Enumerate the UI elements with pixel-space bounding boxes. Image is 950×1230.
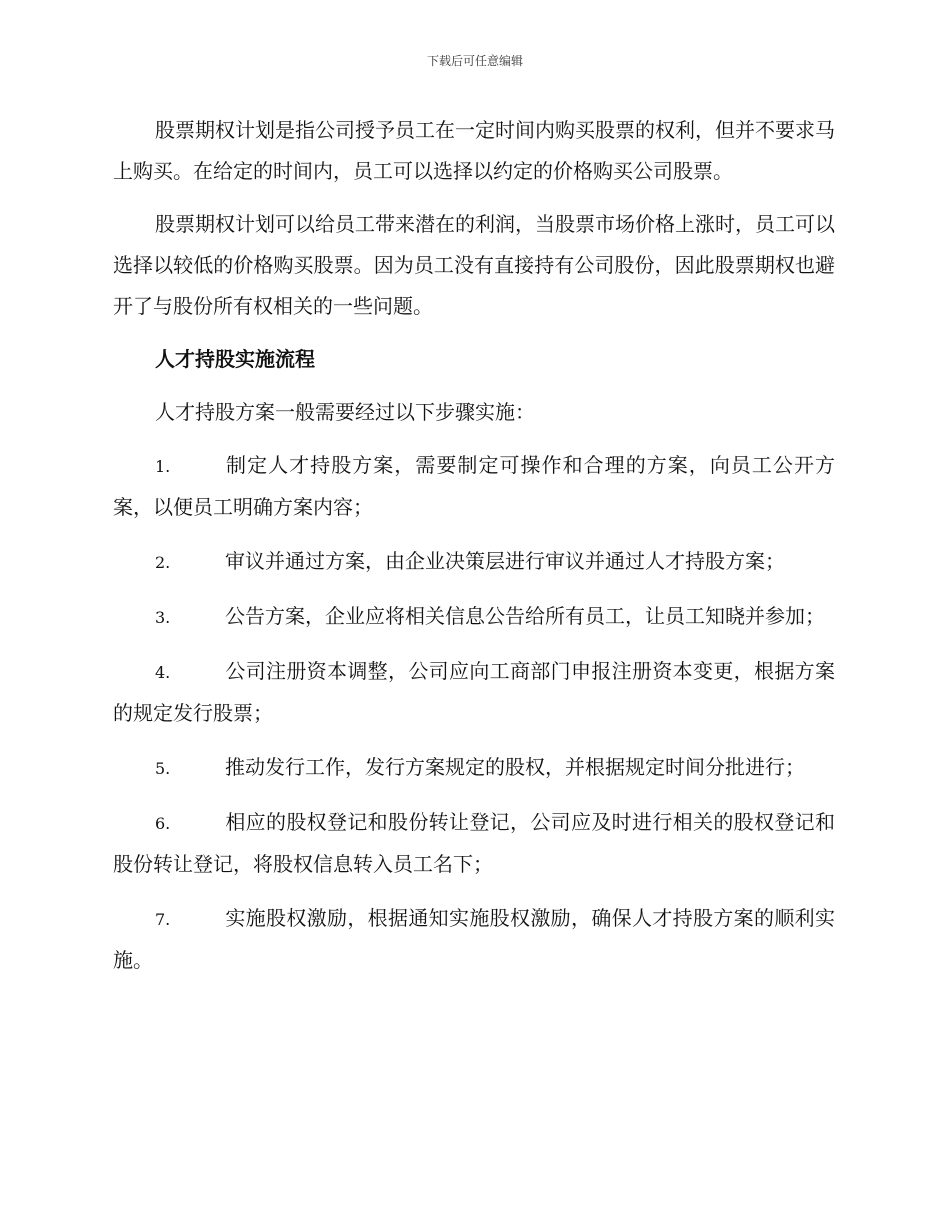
step-text: 推动发行工作，发行方案规定的股权，并根据规定时间分批进行； (225, 755, 805, 779)
step-number: 2. (155, 553, 171, 572)
list-item-step-3 (113, 596, 835, 638)
step-number: 1. (155, 457, 171, 476)
step-number: 6. (155, 814, 171, 833)
paragraph-stock-option-benefits: 股票期权计划可以给员工带来潜在的利润，当股票市场价格上涨时，员工可以选择以较低的价格购买股票。因为员工没有直接持有公司股份，因此股票期权也避开了与股份所有权相关的一些问题。 (113, 212, 835, 318)
step-text: 公告方案，企业应将相关信息公告给所有员工，让员工知晓并参加； (225, 604, 825, 628)
paragraph-stock-option-definition: 股票期权计划是指公司授予员工在一定时间内购买股票的权利，但并不要求马上购买。在给定的时间内，员工可以选择以约定的价格购买公司股票。 (113, 118, 835, 183)
section-intro: 人才持股方案一般需要经过以下步骤实施： (155, 400, 535, 424)
step-text: 审议并通过方案，由企业决策层进行审议并通过人才持股方案； (225, 549, 785, 573)
list-item-step-7 (113, 898, 835, 981)
list-item-step-5 (113, 747, 835, 789)
list-item-step-2 (113, 541, 835, 583)
page-header-note: 下载后可任意编辑 (426, 54, 523, 68)
list-item-step-1 (113, 445, 835, 528)
step-text: 实施股权激励，根据通知实施股权激励，确保人才持股方案的顺利实施。 (113, 906, 835, 972)
list-item-step-4 (113, 651, 835, 734)
step-number: 7. (155, 910, 171, 929)
step-number: 5. (155, 759, 171, 778)
step-text: 公司注册资本调整，公司应向工商部门申报注册资本变更，根据方案的规定发行股票； (113, 659, 835, 725)
section-heading: 人才持股实施流程 (155, 347, 315, 371)
document-body (113, 110, 835, 994)
step-number: 4. (155, 663, 171, 682)
step-text: 制定人才持股方案，需要制定可操作和合理的方案，向员工公开方案，以便员工明确方案内容； (113, 453, 835, 519)
list-item-step-6 (113, 802, 835, 885)
step-number: 3. (155, 608, 171, 627)
step-text: 相应的股权登记和股份转让登记，公司应及时进行相关的股权登记和股份转让登记，将股权信息转入员工名下； (113, 810, 835, 876)
